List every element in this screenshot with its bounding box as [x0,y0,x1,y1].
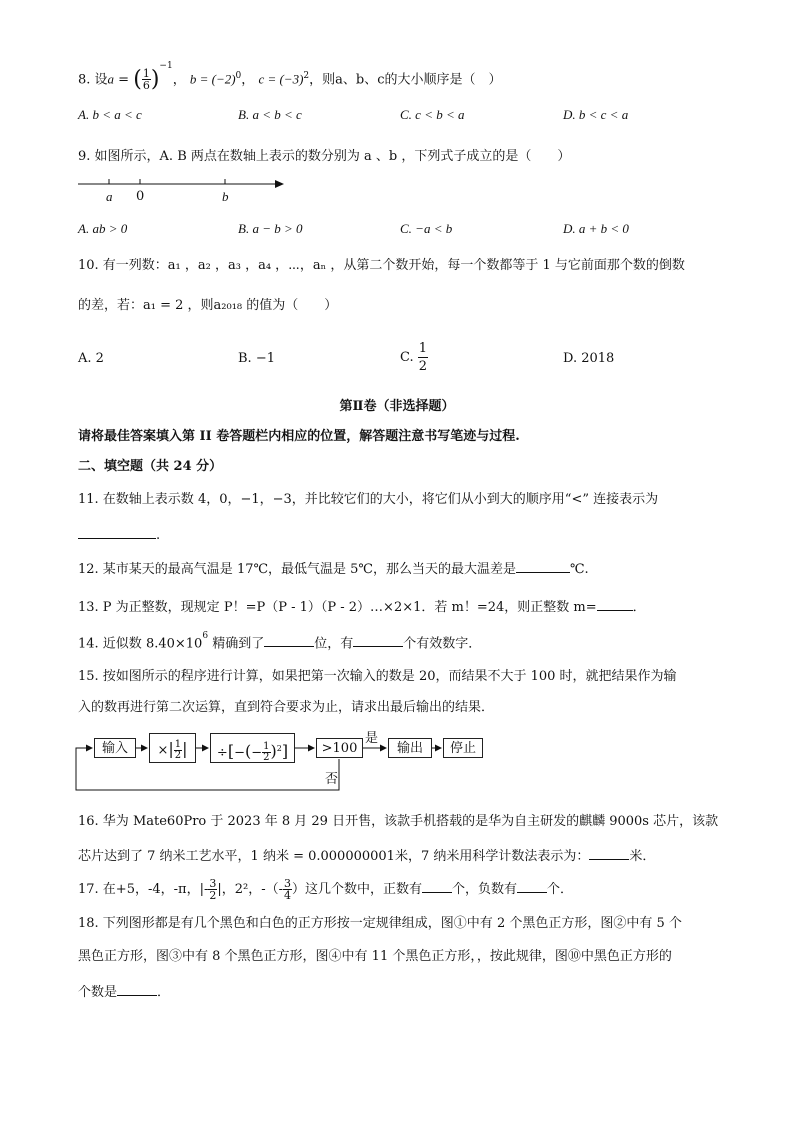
q9-axis-label-b: b [222,189,229,204]
q18-line2: 黑色正方形，图③中有 8 个黑色正方形，图④中有 11 个黑色正方形，，按此规律，图⑩中黑色正方形的 [78,949,672,964]
q10-line1: 10. 有一列数：a₁ ，a₂ ，a₃ ，a₄ ，⋯，aₙ ，从第二个数开始，每一个数都等于 1 与它前面那个数的倒数 [78,258,685,273]
q8-b-expr: b = (−2) [189,71,236,87]
q8-prefix: 8. 设 [78,72,108,88]
q9-option-d: D. a + b < 0 [563,221,629,236]
q8-a-exponent: −1 [159,61,173,71]
q11-answer-blank[interactable] [78,524,156,539]
q11-line1: 11. 在数轴上表示数 4，0，−1，−3，并比较它们的大小，将它们从小到大的顺序用“<” 连接表示为 [78,492,659,507]
q9-stem: 9. 如图所示，A. B 两点在数轴上表示的数分别为 a 、b ，下列式子成立的是（ ） [78,149,571,164]
q10-option-c: C. $\frac{1}{2}$ [400,341,428,374]
q15-line1: 15. 按如图所示的程序进行计算，如果把第一次输入的数是 20，而结果不大于 100 时，就把结果作为输 [78,669,677,684]
q8-option-c: C. c < b < a [400,107,465,122]
q14-answer-blank-1[interactable] [264,632,314,647]
q10-option-b: B. −1 [238,351,275,366]
flow-yes-label: 是 [365,731,379,746]
flow-stop-box: 停止 [443,738,483,758]
q10-c-numerator: 1 [418,341,428,356]
q8-suffix: ，则a、b、c的大小顺序是（ ） [309,72,502,88]
q13-stem: 13. P 为正整数，现规定 P！=P（P - 1）（P - 2）…×2×1．若 m！=24，则正整数 m= ． [78,596,646,617]
section-heading: 二、填空题（共 24 分） [78,459,223,474]
q16-answer-blank[interactable] [589,845,629,860]
q9-axis-label-0: 0 [136,189,145,204]
q17-answer-blank-1[interactable] [422,878,452,893]
q18-line3: 个数是 ． [78,981,170,1002]
q17-answer-blank-2[interactable] [517,878,547,893]
section-title: 第Ⅱ卷（非选择题） [339,399,455,414]
q10-c-denominator: 2 [418,359,428,374]
flow-output-box: 输出 [388,738,432,758]
q13-answer-blank[interactable] [597,596,633,611]
q8-option-b: B. a < b < c [238,107,302,122]
q11-line2: . [78,524,160,545]
flow-condition-box: >100 [316,738,363,758]
q10-option-d: D. 2018 [563,351,615,366]
q8-option-d: D. b < c < a [563,107,629,122]
q9-option-a: A. ab > 0 [78,221,128,236]
q16-line1: 16. 华为 Mate60Pro 于 2023 年 8 月 29 日开售，该款手机搭载的是华为自主研发的麒麟 9000s 芯片，该款 [78,814,719,829]
flow-input-box: 输入 [94,738,136,758]
q12-stem: 12. 某市某天的最高气温是 17℃，最低气温是 5℃，那么当天的最大温差是 ℃. [78,558,589,579]
q8-a-var: a [107,71,115,87]
q18-answer-blank[interactable] [117,981,157,996]
q8-c-expr: c = (−3) [258,71,304,87]
section-note: 请将最佳答案填入第 II 卷答题栏内相应的位置，解答题注意书写笔迹与过程. [78,429,520,444]
flow-divide-box: ÷[−(− $\frac{1}{2}$ )$^2$] [210,733,295,763]
q14-answer-blank-2[interactable] [353,632,403,647]
q9-option-b: B. a − b > 0 [238,221,303,236]
q10-option-a: A. 2 [78,351,104,366]
flow-multiply-box: ×| $\frac{1}{2}$ | [149,733,196,763]
q10-line2: 的差，若：a₁ = 2 ，则a₂₀₁₈ 的值为（ ） [78,298,338,313]
q15-line2: 入的数再进行第二次运算，直到符合要求为止，请求出最后输出的结果． [78,700,495,715]
q8-fraction: $\frac{1}{6}$ [142,67,150,93]
q18-line1: 18. 下列图形都是有几个黑色和白色的正方形按一定规律组成，图①中有 2 个黑色正方形，图②中有 5 个 [78,916,682,931]
flow-no-label: 否 [325,772,339,787]
q16-line2: 芯片达到了 7 纳米工艺水平，1 纳米 = 0.000000001米，7 纳米用科学计数法表示为： 米． [78,845,655,866]
q9-option-c: C. −a < b [400,221,453,236]
q9-axis-label-a: a [106,189,113,204]
q12-answer-blank[interactable] [516,558,570,573]
q17-stem: 17. 在+5，-4，-π，|- $\frac{3}{2}$ |，2²，-（- $\frac{3}{4}$ ）这几个数中，正数有 个，负数有 个． [78,877,574,902]
q8-option-a: A. b < a < c [78,107,142,122]
q14-stem: 14. 近似数 $8.40\times 10^6$ 精确到了 位，有 个有效数字． [78,631,482,652]
q8-stem: 8. 设a = ( $\frac{1}{6}$ )$^{-1}$， $b = (-2)^0$， $c = (-3)^2$，则a、b、c的大小顺序是（ ） [78,61,502,93]
